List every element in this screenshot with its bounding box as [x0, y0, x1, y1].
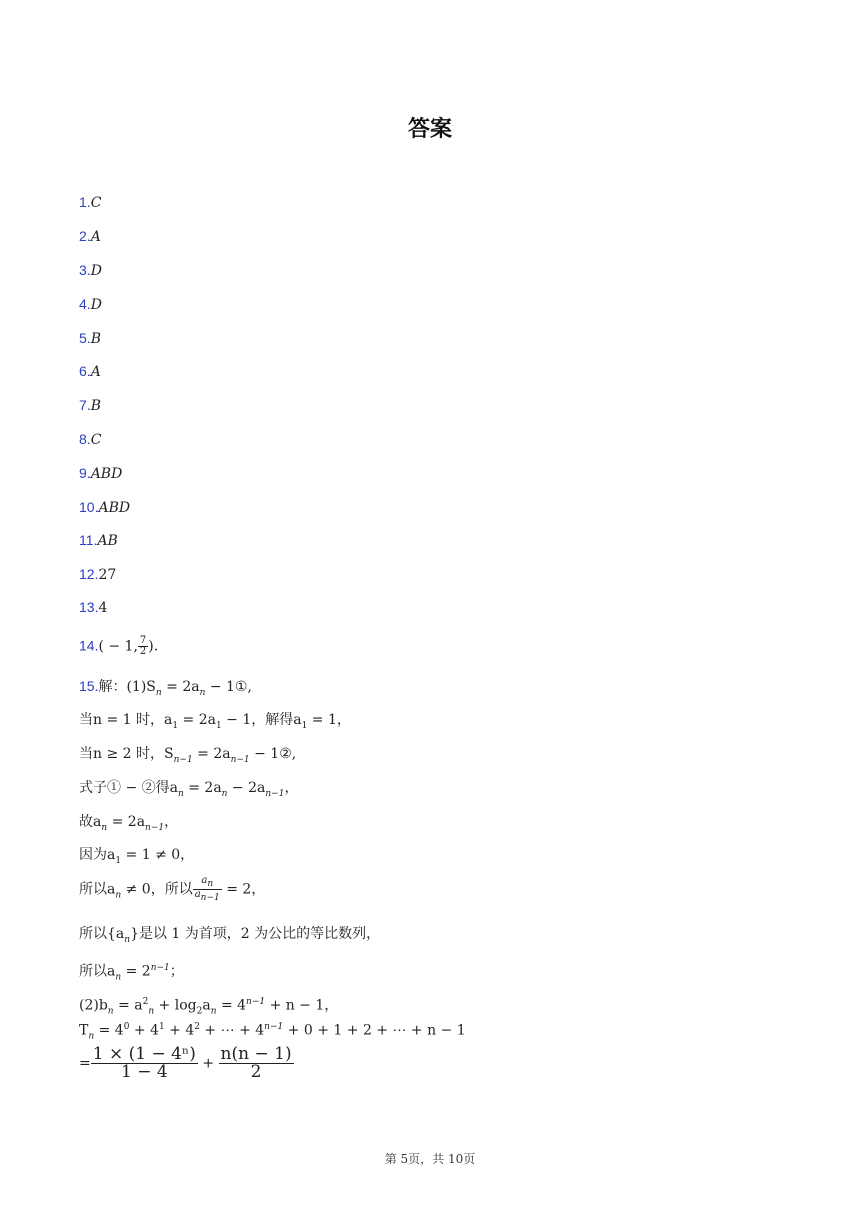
answer-item	[79, 565, 116, 584]
solution-line-12: = $\frac{\text{1 × (1 − 4ⁿ)}}{1 - 4}$ + $\frac{n(n - 1)}{2}$	[79, 1044, 292, 1082]
answer-14: 14.( − 1, $\frac{7}{2}$ ).	[79, 635, 159, 657]
solution-line-6: 因为$a_1 = 1 \ne 0$，	[79, 847, 195, 866]
solution-line-8: 所以$\{a_n\}$是以 1 为首项，2 为公比的等比数列，	[79, 926, 381, 945]
answer-number: 2.	[79, 228, 91, 244]
answer-number: 13.	[79, 599, 99, 615]
answer-item	[79, 329, 101, 348]
answer-number: 1.	[79, 194, 91, 210]
answer-number: 9.	[79, 465, 91, 481]
answer-number: 12.	[79, 566, 99, 582]
page-footer: 第 5页，共 10页	[384, 1152, 476, 1166]
answer-number: 10.	[79, 499, 99, 515]
answer-value: D	[90, 263, 102, 279]
solution-line-3: 当n ≥ 2 时，$S_{n-1} = 2a_{n-1}$ − 1②,	[79, 746, 297, 765]
answer-value: B	[90, 398, 101, 414]
answer-number: 7.	[79, 397, 91, 413]
answer-number: 3.	[79, 262, 91, 278]
answer-item	[79, 261, 102, 280]
answer-number: 4.	[79, 296, 91, 312]
answer-value: ABD	[98, 500, 131, 516]
answer-value: AB	[97, 533, 118, 549]
answer-value: D	[90, 297, 102, 313]
fraction: $\frac{\text{1 × (1 − 4ⁿ)}}{1 - 4}$	[92, 1044, 196, 1082]
answer-value: ABD	[90, 466, 123, 482]
solution-line-4: 式子① − ②得$a_n = 2a_n - 2a_{n-1}$，	[79, 780, 299, 799]
answer-value: A	[90, 229, 101, 245]
answer-number: 5.	[79, 330, 91, 346]
answer-value: A	[90, 364, 101, 380]
answer-item	[79, 396, 101, 415]
solution-line-10: $(2)b_n = a^2_n + \log_2a_n = 4^{n-1} + n - 1$，	[79, 997, 339, 1017]
answer-number: 11.	[79, 532, 98, 548]
solution-line-11: $T_n = 4^0 + 4^1 + 4^2$ + ⋯ + $4^{n-1} + 0 + 1 + 2$ + ⋯ + n − 1	[79, 1022, 466, 1042]
fraction: $\frac{a_n}{a_{n-1}}$	[194, 875, 220, 903]
solution-line-7: 所以$a_n \ne 0$，所以 $\frac{a_n}{a_{n-1}}$ = 2，	[79, 875, 266, 903]
answer-item	[79, 430, 101, 449]
solution-line-1: 15.解：$(1)S_n = 2a_n$ − 1①,	[79, 678, 252, 698]
answer-item	[79, 362, 101, 381]
answer-item	[79, 193, 101, 212]
answer-value: 4	[98, 600, 108, 616]
answer-number: 14.	[79, 637, 99, 654]
answer-value: C	[90, 195, 102, 211]
answer-item	[79, 498, 130, 517]
page-title: 答案	[407, 117, 452, 142]
answer-item	[79, 464, 122, 483]
fraction: $\frac{n(n - 1)}{2}$	[220, 1044, 292, 1082]
fraction: $\frac{7}{2}$	[139, 635, 147, 657]
answer-item	[79, 531, 118, 550]
answer-value: B	[90, 331, 101, 347]
solution-line-5: 故$a_n = 2a_{n-1}$，	[79, 814, 179, 833]
answer-number: 6.	[79, 363, 91, 379]
answer-value: C	[90, 432, 102, 448]
answer-item	[79, 295, 102, 314]
answer-item	[79, 598, 107, 617]
answer-value: 27	[98, 567, 117, 583]
solution-line-2: 当n = 1 时，$a_1 = 2a_1 - 1$，解得$a_1 = 1$，	[79, 712, 351, 731]
answer-number: 8.	[79, 431, 91, 447]
solution-line-9: 所以$a_n = 2^{n-1}$；	[79, 963, 184, 983]
answer-item	[79, 227, 101, 246]
